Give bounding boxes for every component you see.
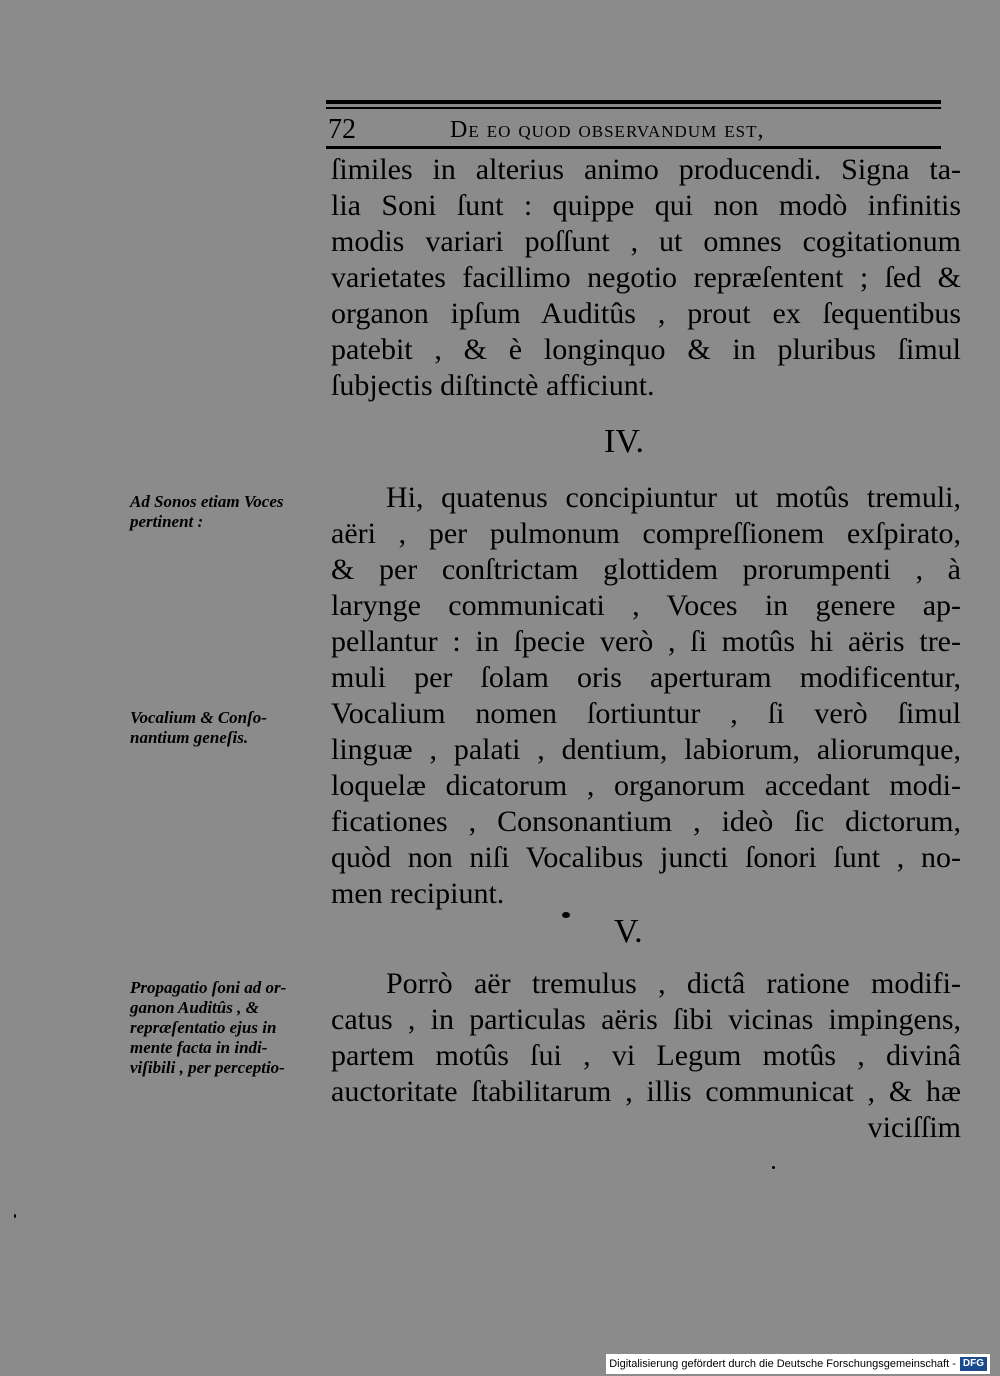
text-line: catus , in particulas aëris ſibi vicinas impingens, <box>331 1003 961 1036</box>
text-line: Hi, quatenus concipiuntur ut motûs tremuli, <box>386 481 961 514</box>
text-line: partem motûs ſui , vi Legum motûs , divinâ <box>331 1039 961 1072</box>
section-number-v: V. <box>614 913 643 950</box>
page-header <box>328 112 940 148</box>
margin-note-voices <box>130 492 340 532</box>
header-rule-top-thin <box>326 107 941 109</box>
text-line: linguæ , palati , dentium, labiorum, aliorumque, <box>331 733 961 766</box>
margin-note-line: repræſentatio ejus in <box>130 1018 277 1037</box>
text-line: loquelæ dicatorum , organorum accedant modi- <box>331 769 961 802</box>
text-line: & per conſtrictam glottidem prorumpenti , à <box>331 553 961 586</box>
digitization-footer <box>606 1354 990 1374</box>
text-line: varietates facillimo negotio repræſentent ; ſed & <box>331 261 961 294</box>
text-line: pellantur : in ſpecie verò , ſi motûs hi aëris tre- <box>331 625 961 658</box>
scan-speck <box>772 1166 775 1169</box>
margin-note-line: Ad Sonos etiam Voces <box>130 492 284 511</box>
text-line: lia Soni ſunt : quippe qui non modò infinitis <box>331 189 961 222</box>
margin-note-line: viſibili , per perceptio- <box>130 1058 285 1077</box>
margin-note-line: mente facta in indi- <box>130 1038 268 1057</box>
header-rule-bottom <box>326 146 941 149</box>
dfg-logo: DFG <box>960 1357 987 1371</box>
scan-speck <box>562 912 570 918</box>
text-line: modis variari poſſunt , ut omnes cogitationum <box>331 225 961 258</box>
text-line: larynge communicati , Voces in genere ap- <box>331 589 961 622</box>
margin-note-line: Vocalium & Conſo- <box>130 708 267 727</box>
text-line: auctoritate ſtabilitarum , illis communicat , & hæ <box>331 1075 961 1108</box>
text-line: muli per ſolam oris aperturam modificentur, <box>331 661 961 694</box>
text-line: patebit , & è longinquo & in pluribus ſimul <box>331 333 961 366</box>
text-line: aëri , per pulmonum compreſſionem exſpirato, <box>331 517 961 550</box>
footer-credit-text: Digitalisierung gefördert durch die Deutsche Forschungsgemeinschaft - <box>609 1358 956 1370</box>
margin-note-vowels <box>130 708 340 748</box>
catchword: viciſſim <box>867 1111 961 1144</box>
margin-note-line: nantium geneſis. <box>130 728 249 747</box>
margin-note-line: pertinent : <box>130 512 204 531</box>
page-number: 72 <box>328 114 356 145</box>
margin-note-line: ganon Auditûs , & <box>130 998 259 1017</box>
running-head: De eo quod observandum est, <box>450 117 765 143</box>
text-line: Porrò aër tremulus , dictâ ratione modifi- <box>386 967 961 1000</box>
text-line: quòd non niſi Vocalibus juncti ſonori ſunt , no- <box>331 841 961 874</box>
text-line: ſimiles in alterius animo producendi. Signa ta- <box>331 153 961 186</box>
scan-speck <box>14 1214 16 1218</box>
margin-note-propagation <box>130 978 340 1078</box>
text-line: ficationes , Consonantium , ideò ſic dictorum, <box>331 805 961 838</box>
margin-note-line: Propagatio ſoni ad or- <box>130 978 287 997</box>
text-line: men recipiunt. <box>331 877 505 910</box>
text-line: ſubjectis diſtinctè afficiunt. <box>331 369 655 402</box>
section-number-iv: IV. <box>604 423 644 460</box>
text-line: Vocalium nomen ſortiuntur , ſi verò ſimul <box>331 697 961 730</box>
header-rule-top <box>326 100 941 104</box>
text-line: organon ipſum Auditûs , prout ex ſequentibus <box>331 297 961 330</box>
